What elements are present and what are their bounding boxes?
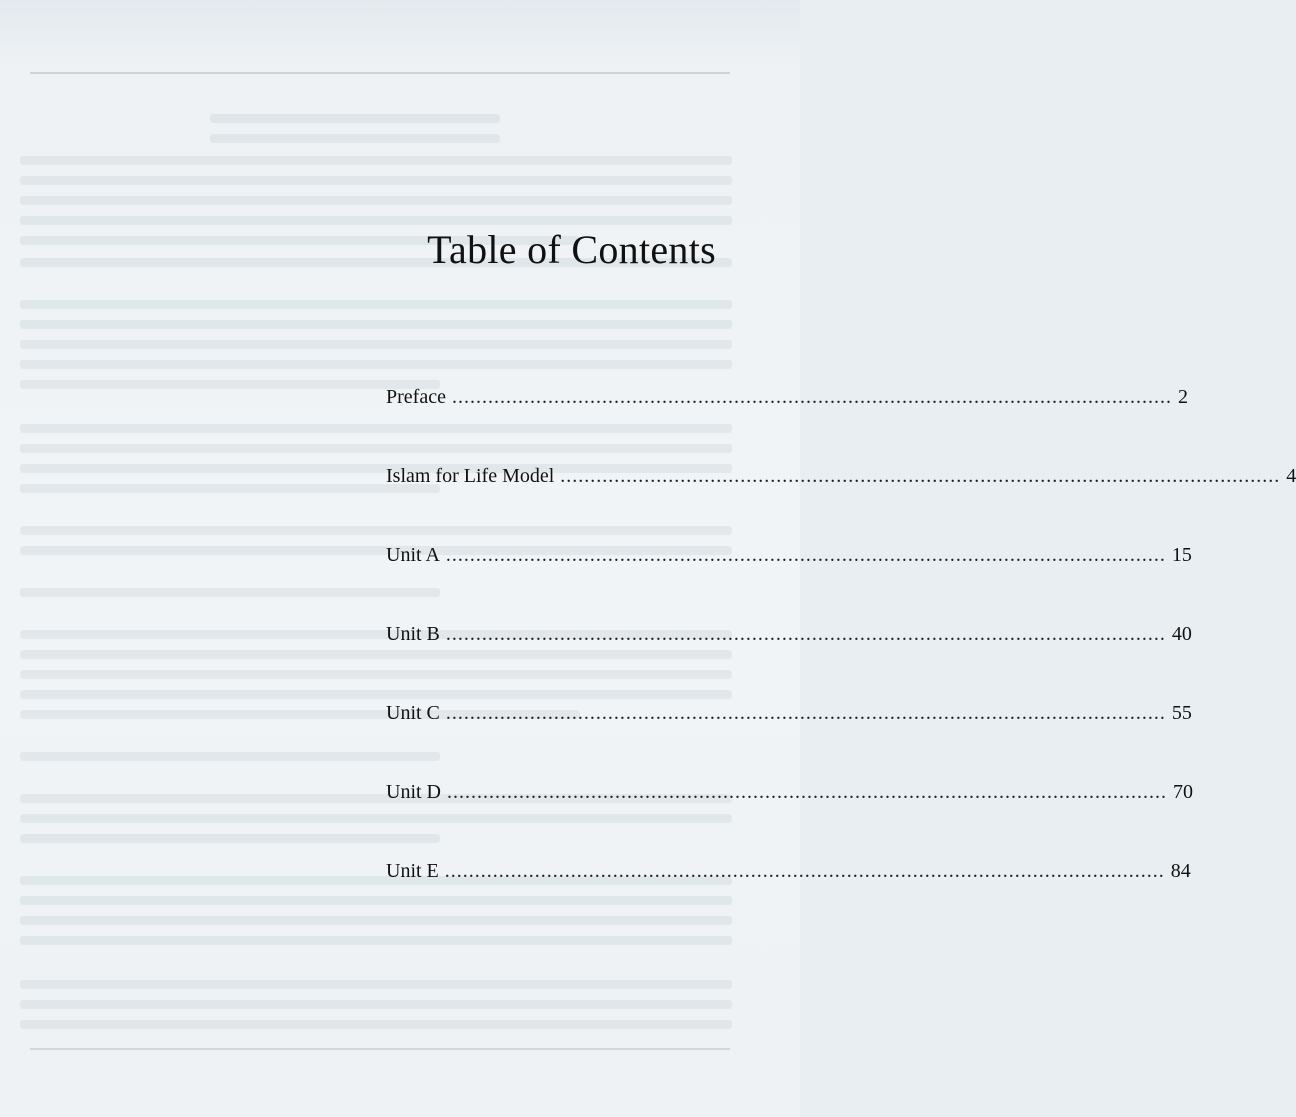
- toc-entry-label: Islam for Life Model: [386, 465, 555, 487]
- toc-entry-page: 2: [1177, 386, 1188, 408]
- toc-entry-page: 55: [1171, 702, 1192, 724]
- toc-leader-dots: ........................................................................................................................: [451, 386, 1172, 408]
- toc-entry-label: Unit C: [386, 702, 440, 724]
- toc-list: [386, 386, 1296, 939]
- toc-entry-islam-for-life-model: [386, 465, 1296, 544]
- toc-leader-dots: ........................................................................................................................: [560, 465, 1281, 487]
- toc-entry-label: Unit E: [386, 860, 439, 882]
- toc-entry-label: Preface: [386, 386, 446, 408]
- toc-leader-dots: ........................................................................................................................: [445, 702, 1166, 724]
- toc-entry-unit-b: [386, 623, 1192, 702]
- toc-leader-dots: ........................................................................................................................: [444, 860, 1165, 882]
- bottom-rule: [30, 1048, 730, 1050]
- toc-entry-unit-d: [386, 781, 1193, 860]
- toc-leader-dots: ........................................................................................................................: [445, 623, 1166, 645]
- toc-entry-unit-c: [386, 702, 1192, 781]
- toc-entry-page: 40: [1171, 623, 1192, 645]
- toc-entry-unit-e: [386, 860, 1191, 939]
- toc-leader-dots: ........................................................................................................................: [445, 544, 1166, 566]
- toc-entry-label: Unit A: [386, 544, 440, 566]
- top-rule: [30, 72, 730, 74]
- toc-entry-page: 70: [1173, 781, 1193, 803]
- toc-entry-page: 4: [1286, 465, 1296, 487]
- toc-entry-page: 15: [1171, 544, 1192, 566]
- toc-entry-unit-a: [386, 544, 1192, 623]
- toc-leader-dots: ........................................................................................................................: [447, 781, 1167, 803]
- toc-entry-page: 84: [1170, 860, 1191, 882]
- toc-entry-label: Unit D: [386, 781, 441, 803]
- page-title: Table of Contents: [427, 227, 716, 272]
- toc-entry-label: Unit B: [386, 623, 440, 645]
- toc-entry-preface: [386, 386, 1188, 465]
